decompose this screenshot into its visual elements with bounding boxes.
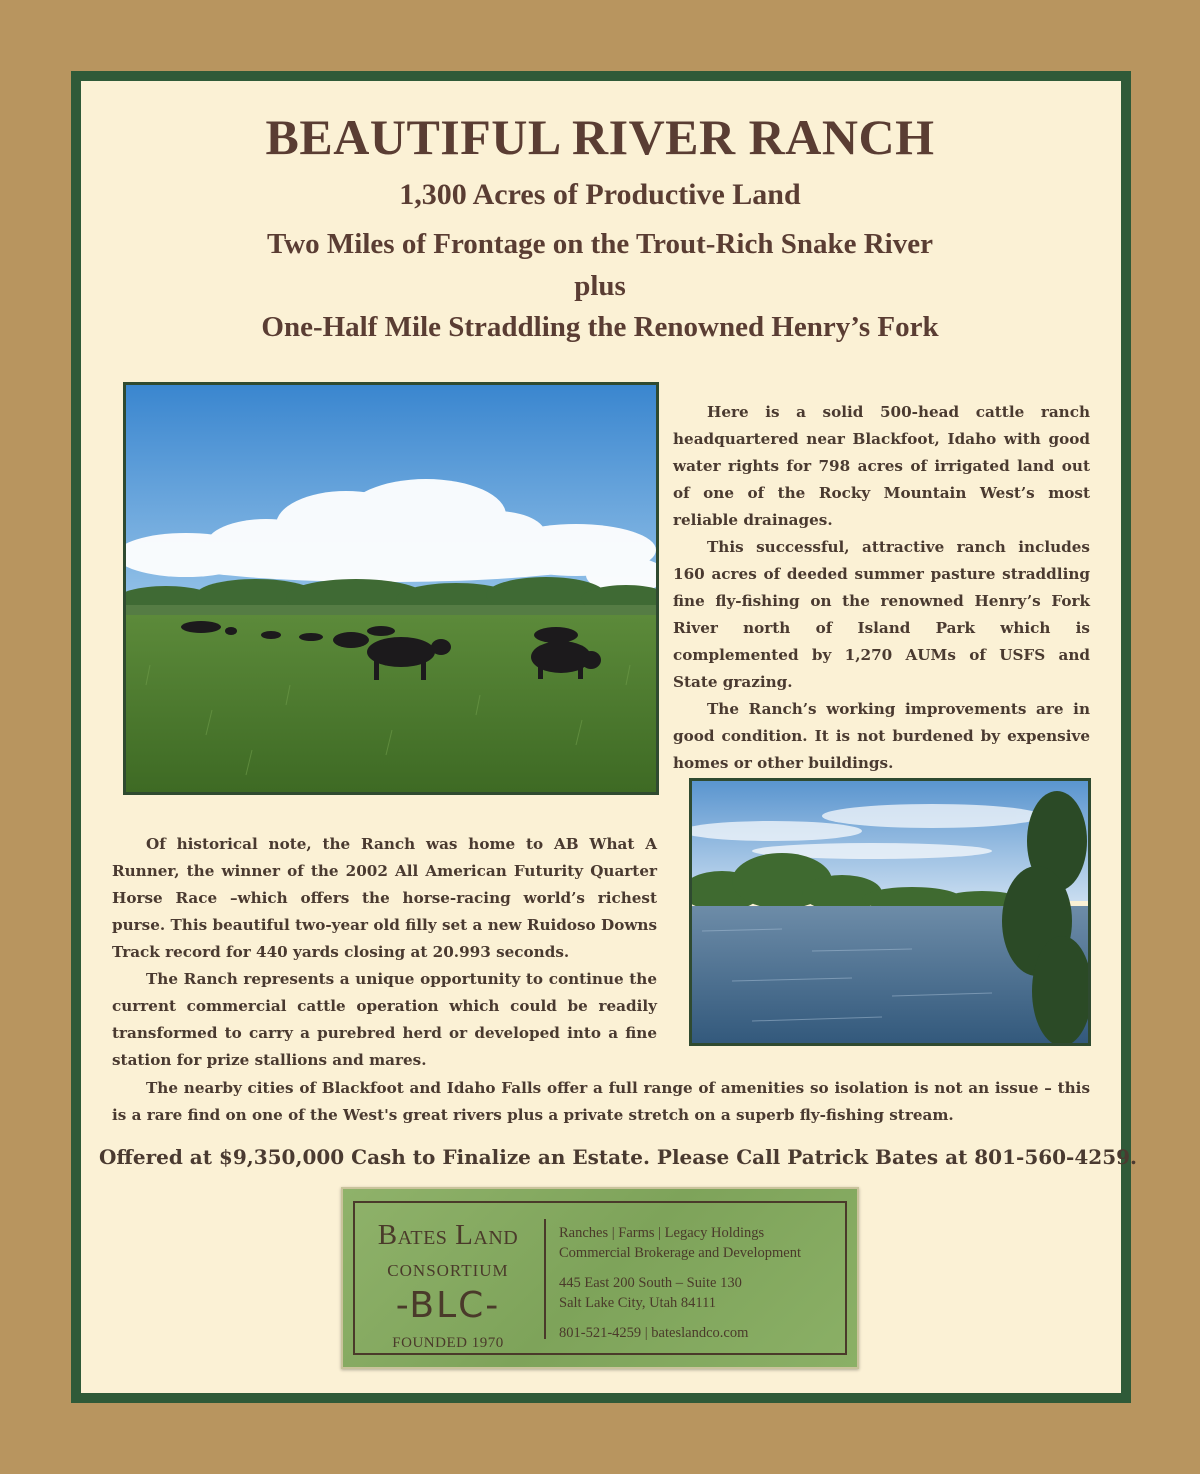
logo-founded: FOUNDED 1970 bbox=[392, 1335, 504, 1351]
subtitle-snake-river: Two Miles of Frontage on the Trout-Rich Snake River bbox=[267, 228, 933, 260]
bates-land-logo bbox=[341, 1187, 859, 1369]
logo-divider bbox=[544, 1219, 546, 1339]
logo-monogram: -BLC- bbox=[395, 1285, 501, 1326]
logo-brand bbox=[355, 1203, 541, 1353]
page-title: BEAUTIFUL RIVER RANCH bbox=[265, 109, 935, 165]
cattle-pasture-photo bbox=[123, 382, 659, 795]
snake-river-photo bbox=[689, 778, 1091, 1046]
logo-details bbox=[559, 1203, 845, 1353]
paragraph-nearby-cities: The nearby cities of Blackfoot and Idaho Falls offer a full range of amenities so isolation is not an issue – this is a rare find on one of the West's great rivers plus a private stretch on a superb fly-fishing stream. bbox=[112, 1079, 1090, 1124]
right-column-text bbox=[673, 399, 1090, 777]
logo-address-line2: Salt Lake City, Utah 84111 bbox=[559, 1295, 717, 1311]
logo-contact: 801-521-4259 | bateslandco.com bbox=[559, 1325, 749, 1341]
logo-services-line2: Commercial Brokerage and Development bbox=[559, 1245, 801, 1261]
logo-services-line1: Ranches | Farms | Legacy Holdings bbox=[559, 1225, 765, 1241]
paragraph-historical-note: Of historical note, the Ranch was home to AB What A Runner, the winner of the 2002 All American Futurity Quarter Horse Race –which offers the horse-racing world’s richest purse. This beautiful two-year old filly set a new Ruidoso Downs Track record for 440 yards closing at 20.993 seconds. bbox=[112, 835, 657, 961]
paragraph-ranch-intro: Here is a solid 500-head cattle ranch headquartered near Blackfoot, Idaho with good water rights for 798 acres of irrigated land out of one of the Rocky Mountain West’s most reliable drainages. bbox=[673, 403, 1090, 529]
left-column-text bbox=[112, 831, 657, 1074]
paragraph-opportunity: The Ranch represents a unique opportunity to continue the current commercial cattle operation which could be readily transformed to carry a purebred herd or developed into a fine station for prize stallions and mares. bbox=[112, 970, 657, 1069]
subtitle-acres: 1,300 Acres of Productive Land bbox=[399, 178, 801, 211]
offer-line: Offered at $9,350,000 Cash to Finalize an Estate. Please Call Patrick Bates at 801-560-4259. bbox=[99, 1145, 1137, 1169]
subtitle-henrys-fork: One-Half Mile Straddling the Renowned Henry’s Fork bbox=[261, 311, 939, 343]
logo-consortium: CONSORTIUM bbox=[387, 1261, 509, 1280]
paragraph-summer-pasture: This successful, attractive ranch includes 160 acres of deeded summer pasture straddling fine fly-fishing on the renowned Henry’s Fork River north of Island Park which is complemented by 1,270 AUMs of USFS and State grazing. bbox=[673, 538, 1090, 691]
full-width-text bbox=[112, 1075, 1090, 1129]
logo-name: Bates Land bbox=[377, 1219, 519, 1251]
logo-border bbox=[353, 1201, 847, 1355]
paragraph-improvements: The Ranch’s working improvements are in good condition. It is not burdened by expensive homes or other buildings. bbox=[673, 700, 1090, 772]
subtitle-plus: plus bbox=[574, 270, 626, 302]
logo-address-line1: 445 East 200 South – Suite 130 bbox=[559, 1275, 742, 1291]
